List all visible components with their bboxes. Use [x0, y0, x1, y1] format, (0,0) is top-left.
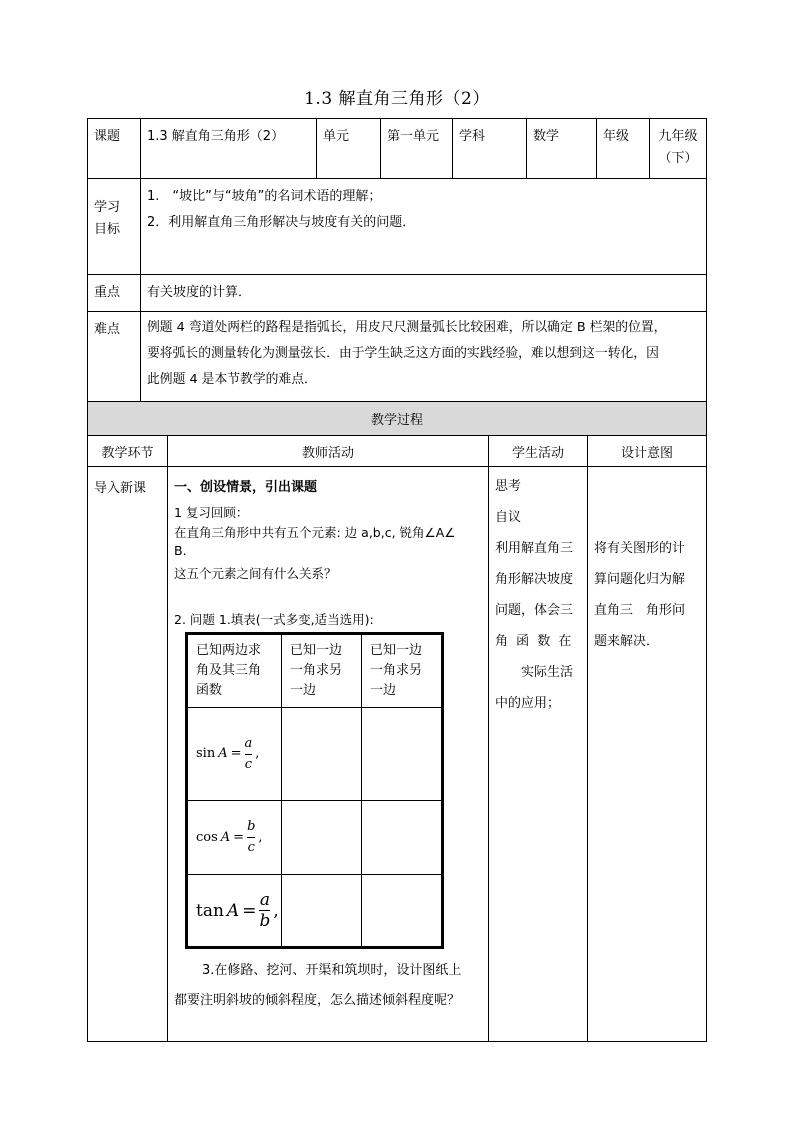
student-activity-cell — [489, 467, 588, 1042]
difficulty-content — [141, 312, 707, 403]
key-label: 重点 — [88, 275, 141, 312]
discipline-label: 学科 — [453, 119, 527, 179]
col-student-header: 学生活动 — [489, 436, 588, 467]
subject-label: 课题 — [88, 119, 141, 179]
teacher-line: 2. 问题 1.填表(一式多变,适当选用): — [174, 612, 374, 627]
difficulty-label: 难点 — [88, 312, 141, 403]
cos-formula-cell — [187, 801, 282, 875]
design-line: 算问题化归为解 — [594, 572, 686, 587]
fill-cell — [282, 801, 362, 875]
design-line: 将有关图形的计 — [594, 541, 686, 556]
student-line: 角形解决坡度 — [495, 572, 574, 587]
difficulty-line: 此例题 4 是本节教学的难点． — [147, 372, 317, 387]
student-line: 实际生活 — [521, 665, 574, 680]
goals-label-line-2: 目标 — [94, 222, 121, 237]
design-line: 直角三 角形问 — [594, 603, 686, 618]
student-line: 角 函 数 在 — [495, 634, 574, 649]
col-design-header: 设计意图 — [588, 436, 707, 467]
tan-label: tan — [196, 900, 224, 921]
fill-table-header-3: 已知一边一角求另一边 — [362, 634, 443, 708]
teacher-line: 3.在修路、挖河、开渠和筑坝时，设计图纸上 — [202, 963, 462, 978]
design-intent-cell — [588, 467, 707, 1042]
teacher-line: 都要注明斜坡的倾斜程度，怎么描述倾斜程度呢？ — [174, 993, 461, 1008]
teacher-line: 1 复习回顾： — [174, 505, 249, 520]
student-line: 思考 — [495, 479, 522, 494]
key-value: 有关坡度的计算． — [141, 275, 707, 312]
goal-item-2: 2．利用解直角三角形解决与坡度有关的问题． — [147, 215, 416, 230]
cos-label: cos — [196, 829, 218, 845]
difficulty-line: 要将弧长的测量转化为测量弦长．由于学生缺乏这方面的实践经验，难以想到这一转化，因 — [147, 346, 659, 361]
unit-value: 第一单元 — [381, 119, 453, 179]
process-title: 教学过程 — [88, 402, 707, 436]
fill-cell — [282, 708, 362, 801]
student-line: 中的应用； — [495, 696, 561, 711]
col-stage-header: 教学环节 — [88, 436, 168, 467]
tan-formula-cell — [187, 875, 282, 948]
goals-label-line-1: 学习 — [94, 200, 121, 215]
fill-cell — [362, 801, 443, 875]
student-line: 问题，体会三 — [495, 603, 574, 618]
cos-formula: cos A = $\frac{b}{c}$ , — [196, 819, 263, 855]
goals-label — [88, 179, 141, 275]
student-line: 利用解直角三 — [495, 541, 574, 556]
design-line: 题来解决． — [594, 634, 660, 649]
fill-cell — [282, 875, 362, 948]
sin-formula-cell — [187, 708, 282, 801]
teacher-line: 这五个元素之间有什么关系？ — [174, 566, 337, 581]
discipline-value: 数学 — [527, 119, 597, 179]
unit-label: 单元 — [317, 119, 381, 179]
col-teacher-header: 教师活动 — [168, 436, 489, 467]
difficulty-line: 例题 4 弯道处两栏的路程是指弧长，用皮尺尺测量弧长比较困难，所以确定 B 栏架的位置， — [147, 320, 667, 335]
grade-value-line-1: 九年级 — [658, 129, 698, 144]
student-line: 自议 — [495, 510, 522, 525]
fill-table-header-1: 已知两边求角及其三角函数 — [187, 634, 282, 708]
goals-content — [141, 179, 707, 275]
grade-label: 年级 — [597, 119, 650, 179]
tan-formula: tan A = $\frac{a}{b}$ , — [196, 890, 279, 931]
lesson-info-table — [87, 118, 707, 403]
goal-item-1: 1. “坡比”与“坡角”的名词术语的理解； — [147, 189, 382, 204]
fill-table-header-2: 已知一边一角求另一边 — [282, 634, 362, 708]
fill-cell — [362, 708, 443, 801]
page-title: 1.3 解直角三角形（2） — [304, 89, 490, 109]
teacher-line: B. — [174, 543, 187, 558]
fill-in-table — [185, 632, 444, 949]
subject-value: 1.3 解直角三角形（2） — [141, 119, 317, 179]
sin-formula: sin A = $\frac{a}{c}$ , — [196, 735, 260, 772]
grade-value — [650, 119, 707, 179]
teacher-line: 在直角三角形中共有五个元素: 边 a,b,c, 锐角∠A∠ — [174, 525, 456, 540]
teacher-heading: 一、创设情景，引出课题 — [174, 480, 318, 495]
stage-cell: 导入新课 — [88, 467, 168, 1042]
grade-value-line-2: （下） — [658, 151, 698, 166]
sin-label: sin — [196, 746, 216, 761]
fill-cell — [362, 875, 443, 948]
